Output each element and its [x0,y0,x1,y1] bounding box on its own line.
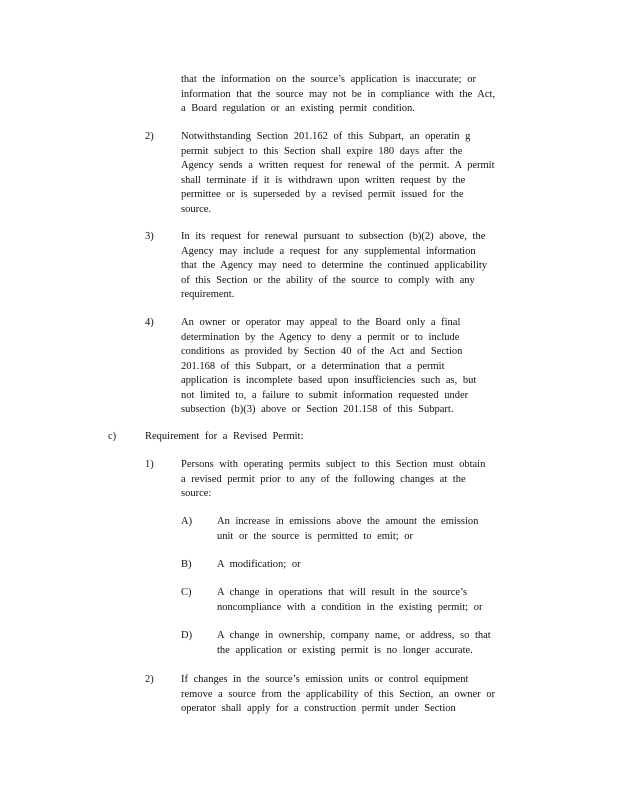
paragraph-C [217,586,503,615]
text-line: shall terminate if it is withdrawn upon written request by the [181,174,466,186]
section-c-heading [145,430,445,445]
text-line: Notwithstanding Section 201.162 of this Subpart, an operatin g [181,131,471,142]
text-line: An increase in emissions above the amount the emission [217,516,479,527]
text-line: Agency sends a written request for renewal of the permit. A permit [181,160,495,171]
section-letter-c: c) [108,431,117,442]
item-number-4: 4) [145,317,154,328]
text-line: operator shall apply for a construction permit under Section [181,703,456,714]
item-number-3: 3) [145,231,154,242]
text-line: A change in ownership, company name, or address, so that [217,630,491,641]
paragraph-c1 [181,458,503,502]
text-line: A modification; or [217,559,301,570]
text-line: conditions as provided by Section 40 of the Act and Section [181,346,463,357]
text-line: In its request for renewal pursuant to subsection (b)(2) above, the [181,231,486,242]
text-line: information that the source may not be in compliance with the Act, [181,88,496,100]
text-line: subsection (b)(3) above or Section 201.158 of this Subpart. [181,404,454,415]
text-line: remove a source from the applicability of this Section, an owner or [181,688,496,700]
item-number-c1: 1) [145,459,154,470]
text-line: that the Agency may need to determine the continued applicability [181,260,488,271]
text-line: the application or existing permit is no longer accurate. [217,644,473,656]
paragraph-c2 [181,673,503,717]
paragraph-2 [181,130,503,217]
text-line: source. [181,203,212,215]
text-line: determination by the Agency to deny a permit or to include [181,331,460,343]
heading-text: Requirement for a Revised Permit: [145,431,304,442]
item-number-2: 2) [145,131,154,142]
text-line: If changes in the source’s emission units or control equipment [181,674,469,685]
text-line: A change in operations that will result in the source’s [217,587,468,598]
continuation-paragraph [181,73,503,117]
text-line: permittee or is superseded by a revised permit issued for the [181,189,464,200]
text-line: requirement. [181,289,235,300]
item-letter-B: B) [181,559,192,570]
text-line: a revised permit prior to any of the following changes at the [181,473,466,485]
text-line: application is incomplete based upon insufficiencies such as, but [181,375,477,386]
paragraph-D [217,629,503,658]
text-line: permit subject to this Section shall expire 180 days after the [181,145,463,157]
paragraph-4 [181,316,503,418]
text-line: 201.168 of this Subpart, or a determination that a permit [181,360,445,372]
text-line: that the information on the source’s application is inaccurate; or [181,74,476,85]
text-line: An owner or operator may appeal to the Board only a final [181,317,461,328]
text-line: source: [181,488,212,499]
text-line: Persons with operating permits subject to this Section must obtain [181,459,486,470]
text-line: a Board regulation or an existing permit condition. [181,103,415,114]
item-letter-C: C) [181,587,192,598]
text-line: unit or the source is permitted to emit; or [217,530,414,542]
text-line: not limited to, a failure to submit information requested under [181,389,469,401]
text-line: noncompliance with a condition in the existing permit; or [217,601,483,613]
item-number-c2: 2) [145,674,154,685]
text-line: Agency may include a request for any supplemental information [181,245,476,257]
text-line: of this Section or the ability of the source to comply with any [181,274,475,286]
paragraph-A [217,515,503,544]
item-letter-A: A) [181,516,193,527]
item-letter-D: D) [181,630,193,641]
paragraph-3 [181,230,503,303]
paragraph-B [217,558,503,573]
